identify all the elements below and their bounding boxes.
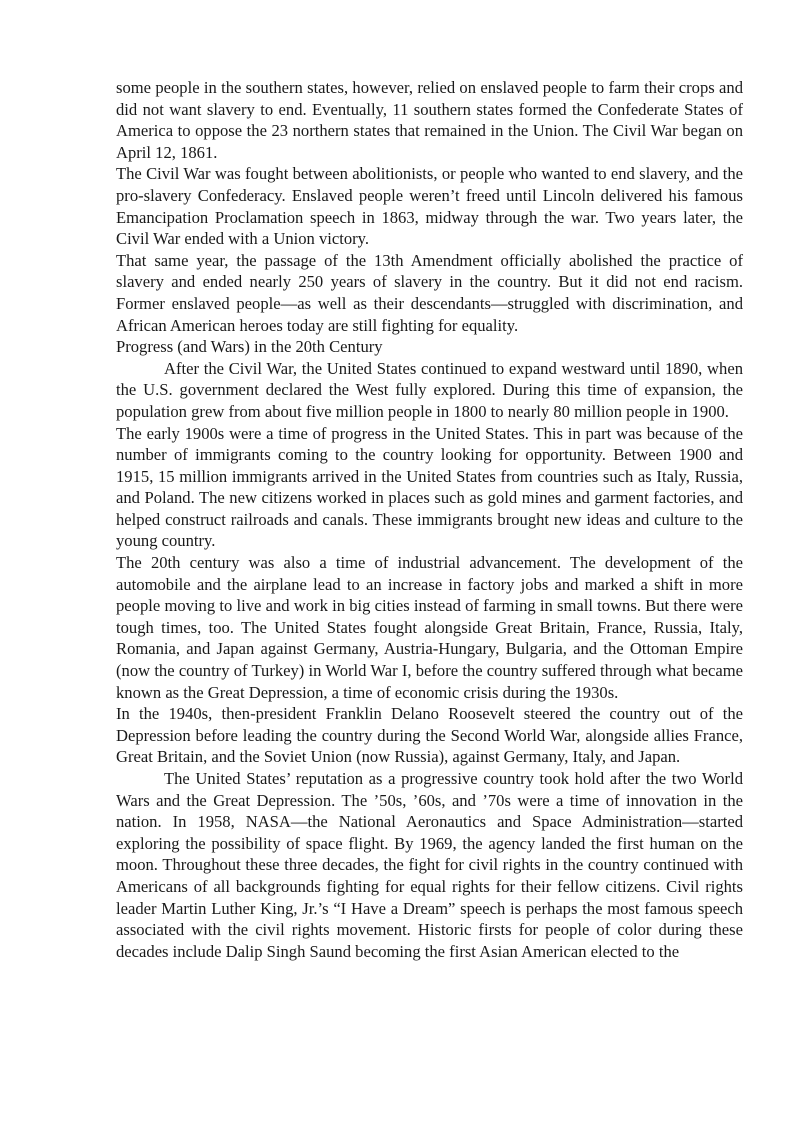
paragraph-confederacy: some people in the southern states, however, relied on enslaved people to farm their crops and did not want slavery to end. Eventually, 11 southern states formed the Confederate States of America to oppose the 23 northern states that remained in the Union. The Civil War began on April 12, 1861. (116, 78, 743, 162)
paragraph-1940s: In the 1940s, then-president Franklin Delano Roosevelt steered the country out of the Depression before leading the country during the Second World War, alongside allies France, Great Britain, and the Soviet Union (now Russia), against Germany, Italy, and Japan. (116, 704, 743, 767)
paragraph-13th-amendment: That same year, the passage of the 13th Amendment officially abolished the practice of slavery and ended nearly 250 years of slavery in the country. But it did not end racism. Former enslaved people—as well as their descendants—struggled with discrimination, and African American heroes today are still fighting for equality. (116, 250, 743, 335)
paragraph-industrial-advancement: The 20th century was also a time of industrial advancement. The development of the automobile and the airplane lead to an increase in factory jobs and marked a shift in more people moving to live and work in big cities instead of farming in small towns. But there were tough times, too. The United States fought alongside Great Britain, France, Russia, Italy, Romania, and Japan against Germany, Austria-Hungary, Bulgaria, and the Ottoman Empire (now the country of Turkey) in World War I, before the country suffered through what became known as the Great Depression, a time of economic crisis during the 1930s. (116, 553, 743, 702)
section-heading: Progress (and Wars) in the 20th Century (116, 337, 383, 357)
paragraph-westward-expansion: After the Civil War, the United States continued to expand westward until 1890, when the U.S. government declared the West fully explored. During this time of expansion, the population grew from about five million people in 1800 to nearly 80 million people in 1900. (116, 358, 743, 421)
paragraph-progressive-era: The United States’ reputation as a progressive country took hold after the two World Wars and the Great Depression. The ’50s, ’60s, and ’70s were a time of innovation in the nation. In 1958, NASA—the National Aeronautics and Space Administration—started exploring the possibility of space flight. By 1969, the agency landed the first human on the moon. Throughout these three decades, the fight for civil rights in the country continued with Americans of all backgrounds fighting for equal rights for their fellow citizens. Civil rights leader Martin Luther King, Jr.’s “I Have a Dream” speech is perhaps the most famous speech associated with the civil rights movement. Historic firsts for people of color during these decades include Dalip Singh Saund becoming the first Asian American elected to the (116, 769, 743, 961)
paragraph-early-1900s: The early 1900s were a time of progress in the United States. This in part was because of the number of immigrants coming to the country looking for opportunity. Between 1900 and 1915, 15 million immigrants arrived in the United States from countries such as Italy, Russia, and Poland. The new citizens worked in places such as gold mines and garment factories, and helped construct railroads and canals. These immigrants brought new ideas and culture to the young country. (116, 423, 743, 551)
document-page (116, 77, 743, 962)
paragraph-civil-war: The Civil War was fought between abolitionists, or people who wanted to end slavery, and the pro-slavery Confederacy. Enslaved people weren’t freed until Lincoln delivered his famous Emancipation Proclamation speech in 1863, midway through the war. Two years later, the Civil War ended with a Union victory. (116, 164, 743, 249)
